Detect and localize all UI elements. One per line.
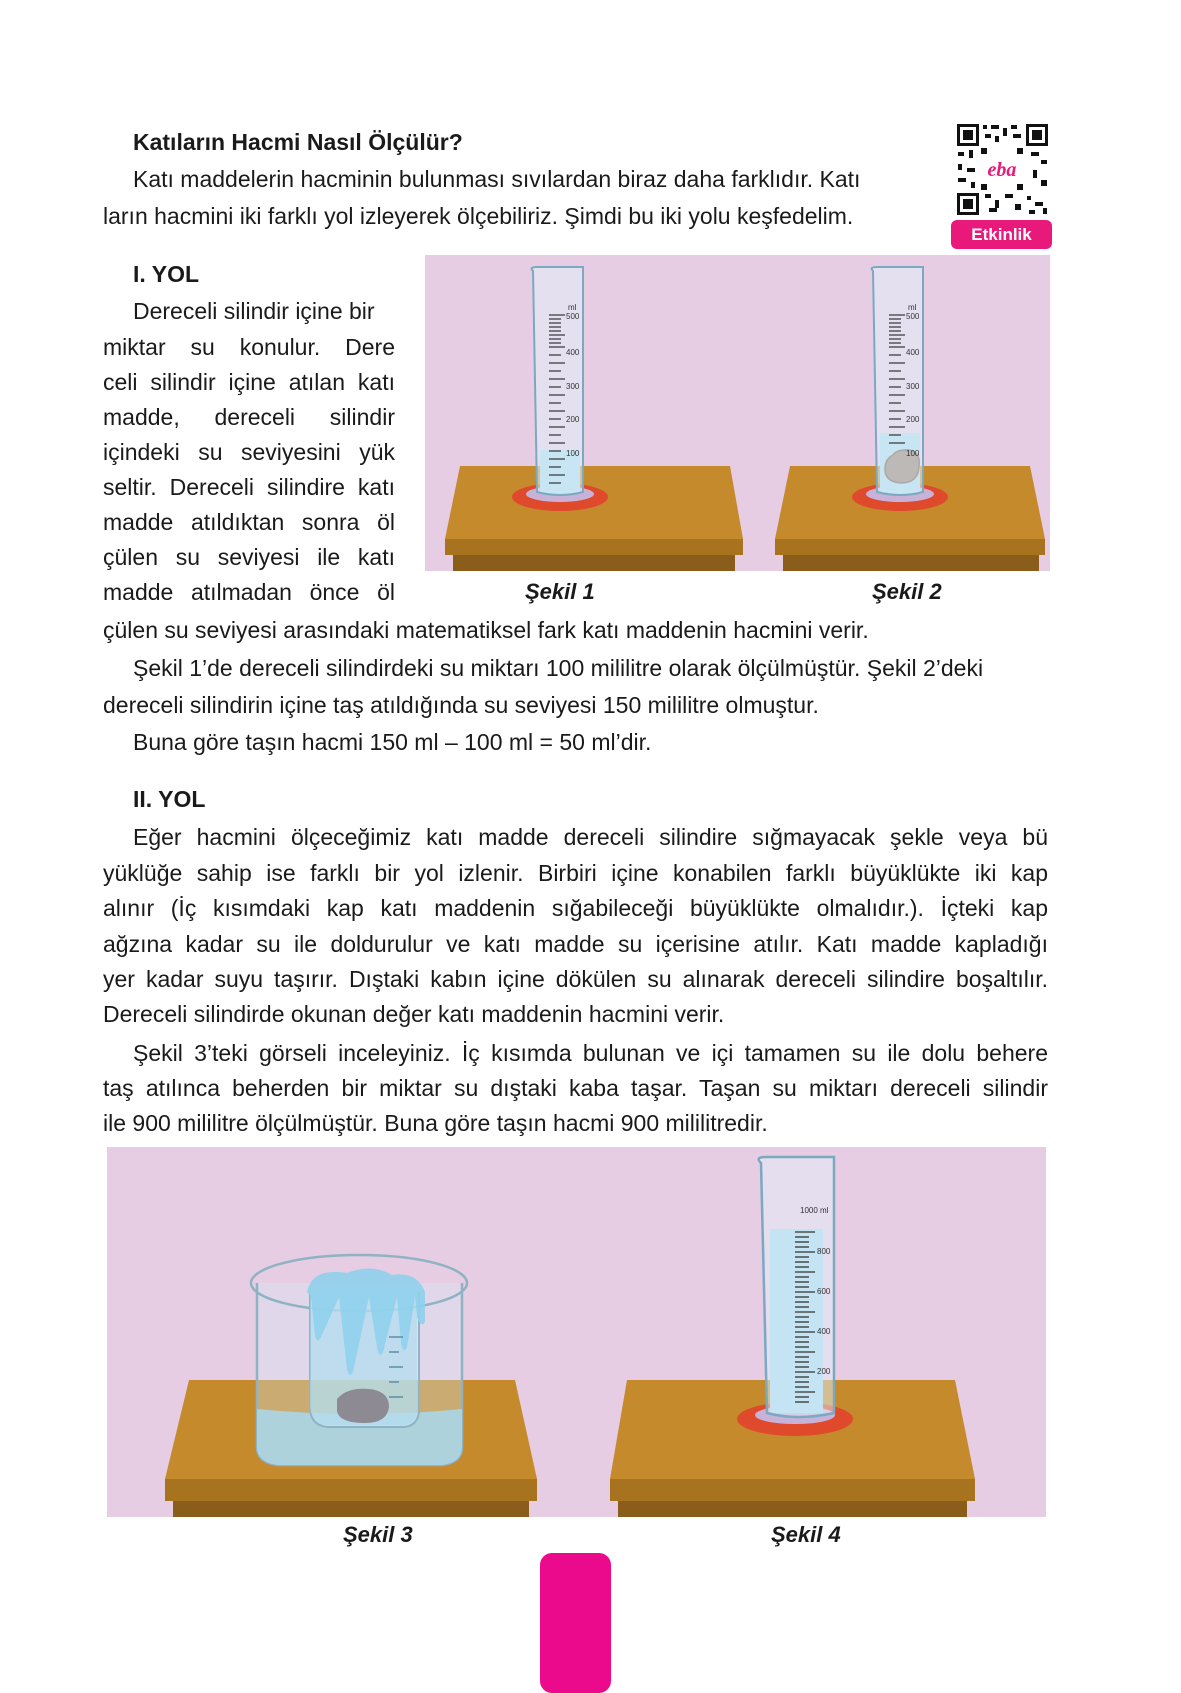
caption-sekil-2: Şekil 2 (872, 579, 942, 604)
yol1-para2-line-1: Şekil 1’de dereceli silindirdeki su miktarı 100 mililitre olarak ölçülmüştür. Şekil 2’deki (133, 655, 984, 681)
yol1-line-3: celi silindir içine atılan katı (103, 369, 395, 395)
cyl1-tick-100: 100 (566, 449, 580, 458)
yol2-para1-line-3: alınır (İç kısımdaki kap katı maddenin sığabileceği büyüklükte olmalıdır.). İçteki kap (103, 895, 1048, 921)
cyl2-unit: ml (908, 303, 917, 312)
yol1-line-4: madde, dereceli silindir (103, 404, 395, 430)
yol1-line-6: seltir. Dereceli silindire katı (103, 474, 395, 500)
cyl1-unit: ml (568, 303, 577, 312)
cyl1-tick-200: 200 (566, 415, 580, 424)
cyl1-tick-500: 500 (566, 312, 580, 321)
big-cyl-tick-400: 400 (817, 1327, 831, 1336)
cyl2-tick-500: 500 (906, 312, 920, 321)
caption-sekil-4: Şekil 4 (771, 1522, 841, 1547)
cyl1-tick-300: 300 (566, 382, 580, 391)
etkinlik-badge[interactable]: Etkinlik (951, 220, 1052, 249)
intro-line-2: ların hacmini iki farklı yol izleyerek ölçebiliriz. Şimdi bu iki yolu keşfedelim. (103, 203, 854, 229)
cyl2-tick-300: 300 (906, 382, 920, 391)
section-title-yol1: I. YOL (133, 261, 200, 287)
yol2-para1-line-5: yer kadar suyu taşırır. Dıştaki kabın içine dökülen su alınarak dereceli silindire boşaltılır. (103, 966, 1048, 992)
figure-3-4 (107, 1147, 1046, 1517)
cyl1-tick-400: 400 (566, 348, 580, 357)
yol1-line-2: miktar su konulur. Dere (103, 334, 395, 360)
stone (337, 1389, 389, 1423)
yol1-line-9: madde atılmadan önce öl (103, 579, 395, 605)
yol1-line-5: içindeki su seviyesini yük (103, 439, 395, 465)
yol1-line-1: Dereceli silindir içine bir (133, 298, 375, 324)
yol1-para2-line-2: dereceli silindirin içine taş atıldığında su seviyesi 150 mililitre olmuştur. (103, 692, 819, 718)
caption-sekil-1: Şekil 1 (525, 579, 595, 604)
yol2-para1-line-4: ağzına kadar su ile doldurulur ve katı madde su içerisine atılır. Katı madde kapladığı (103, 931, 1048, 957)
eba-logo: eba (987, 159, 1017, 181)
section-title-yol2: II. YOL (133, 786, 206, 812)
big-cyl-unit: 1000 ml (800, 1206, 829, 1215)
caption-sekil-3: Şekil 3 (343, 1522, 413, 1547)
qr-code[interactable] (955, 122, 1050, 217)
yol2-para2-line-1: Şekil 3’teki görseli inceleyiniz. İç kısımda bulunan ve içi tamamen su ile dolu behere (133, 1040, 1048, 1066)
page-title: Katıların Hacmi Nasıl Ölçülür? (133, 129, 463, 155)
yol1-line-7: madde atıldıktan sonra öl (103, 509, 395, 535)
page-number-tab (540, 1553, 611, 1693)
yol1-line-8: çülen su seviyesi ile katı (103, 544, 395, 570)
big-cyl-tick-200: 200 (817, 1367, 831, 1376)
big-cyl-tick-800: 800 (817, 1247, 831, 1256)
yol2-para1-line-1: Eğer hacmini ölçeceğimiz katı madde dereceli silindire sığmayacak şekle veya bü (133, 824, 1048, 850)
yol2-para2-line-3: ile 900 mililitre ölçülmüştür. Buna göre taşın hacmi 900 mililitredir. (103, 1110, 768, 1136)
yol2-para2-line-2: taş atılınca beherden bir miktar su dıştaki kaba taşar. Taşan su miktarı dereceli silindir (103, 1075, 1048, 1101)
big-cyl-tick-600: 600 (817, 1287, 831, 1296)
figure-1-2 (425, 255, 1050, 571)
cyl2-tick-200: 200 (906, 415, 920, 424)
yol1-para3: Buna göre taşın hacmi 150 ml – 100 ml = 50 ml’dir. (133, 729, 652, 755)
intro-line-1: Katı maddelerin hacminin bulunması sıvılardan biraz daha farklıdır. Katı (133, 166, 861, 192)
cyl2-tick-100: 100 (906, 449, 920, 458)
yol1-full-line: çülen su seviyesi arasındaki matematiksel fark katı maddenin hacmini verir. (103, 617, 869, 643)
table-left (445, 466, 743, 571)
cyl2-tick-400: 400 (906, 348, 920, 357)
overflow-beaker-setup (251, 1255, 467, 1465)
yol2-para1-line-2: yüklüğe sahip ise farklı bir yol izlenir. Birbiri içine konabilen farklı büyüklükte iki kap (103, 860, 1048, 886)
yol2-para1-line-6: Dereceli silindirde okunan değer katı maddenin hacmini verir. (103, 1001, 725, 1027)
